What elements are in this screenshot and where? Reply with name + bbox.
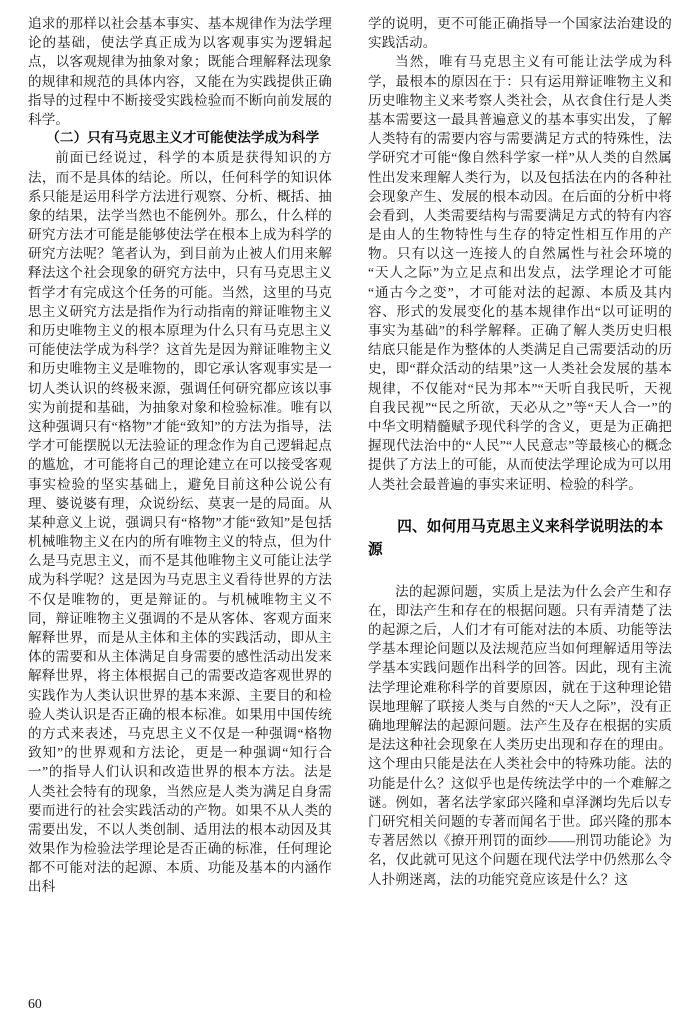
paragraph-continued-top-left: 追求的那样以社会基本事实、基本规律作为法学理论的基础，使法学真正成为以客观事实为逻辑起点，以客观规律为抽象对象；既能合理解释法现象的规律和规范的具体内容，又能在为实践提供正确指导的过程中不断接受实践检验而不断向前发展的科学。 — [28, 16, 332, 127]
paragraph-right-body-one: 当然，唯有马克思主义有可能让法学成为科学，最根本的原因在于：只有运用辩证唯物主义和历史唯物主义来考察人类社会，从衣食住行是人类基本需要这一最具普遍意义的基本事实出发，了解人类特有的需要内容与需要满足方式的特殊性，法学研究才可能“像自然科学家一样”从人类的自然属性出发来理解人类行为，以及包括法在内的各种社会现象产生、发展的根本动因。在后面的分析中将会看到，人类需要结构与需要满足方式的特有内容是由人的生物特性与生存的特定性相互作用的产物。只有以这一连接人的自然属性与社会环境的“天人之际”为立足点和出发点，法学理论才可能“通古今之变”，才可能对法的起源、本质及其内容、形式的发展变化的基本规律作出“以可证明的事实为基础”的科学解释。正确了解人类历史归根结底只能是作为整体的人类满足自己需要活动的历史，即“群众活动的结果”这一人类社会发展的基本规律，不仅能对“民为邦本”“天听自我民听，天视自我民视”“民之所欲，天必从之”等“天人合一”的中华文明精髓赋予现代科学的含义，更是为正确把握现代法治中的“人民”“人民意志”等最核心的概念提供了方法上的可能，从而使法学理论成为可以用人类社会最普遍的事实来证明、检验的科学。 — [368, 54, 672, 492]
paragraph-right-body-two: 法的起源问题，实质上是法为什么会产生和存在，即法产生和存在的根据问题。只有弄清楚了法的起源之后，人们才有可能对法的本质、功能等法学基本理论问题以及法规范应当如何理解适用等法学基本实践问题作出科学的回答。因此，现有主流法学理论难称科学的首要原因，就在于这种理论错误地理解了联接人类与自然的“天人之际”，没有正确地理解法的起源问题。法产生及存在根据的实质是法这种社会现象在人类历史出现和存在的理由。这个理由只能是法在人类社会中的特殊功能。法的功能是什么？这似乎也是传统法学中的一个难解之谜。例如，著名法学家邱兴隆和卓泽渊均先后以专门研究相关问题的专著而闻名于世。邱兴隆的那本专著居然以《撩开刑罚的面纱——刑罚功能论》为名，仅此就可见这个问题在现代法学中仍然那么令人扑朔迷离，法的功能究竟应该是什么？这 — [368, 583, 672, 887]
two-column-body — [28, 14, 673, 989]
page-number: 60 — [28, 996, 42, 1011]
left-column — [28, 14, 332, 897]
paragraph-left-body: 前面已经说过，科学的本质是获得知识的方法，而不是具体的结论。所以，任何科学的知识体系只能是运用科学方法进行观察、分析、概括、抽象的结果，法学当然也不能例外。那么，什么样的研究方法才可能是能够使法学在根本上成为科学的研究方法呢？笔者认为，到目前为止被人们用来解释法这个社会现象的研究方法中，只有马克思主义哲学才有完成这个任务的可能。当然，这里的马克思主义研究方法是指作为行动指南的辩证唯物主义和历史唯物主义的根本原理为什么只有马克思主义可能使法学成为科学？这首先是因为辩证唯物主义和历史唯物主义是唯物的，即它承认客观事实是一切人类认识的终极来源，强调任何研究都应该以事实为前提和基础，为抽象对象和检验标准。唯有以这种强调只有“格物”才能“致知”的方法为指导，法学才可能摆脱以无法验证的理念作为自己逻辑起点的尴尬，才可能将自己的理论建立在可以接受客观事实检验的坚实基础上，避免目前这种公说公有理、婆说婆有理，众说纷纭、莫衷一是的局面。从某种意义上说，强调只有“格物”才能“致知”是包括机械唯物主义在内的所有唯物主义的特点，但为什么是马克思主义，而不是其他唯物主义可能让法学成为科学呢？这是因为马克思主义看待世界的方法不仅是唯物的，更是辩证的。与机械唯物主义不同，辩证唯物主义强调的不是从客体、客观方面来解释世界，而是从主体和主体的实践活动，即从主体的需要和从主体满足自身需要的感性活动出发来解释世界，将主体根据自己的需要改造客观世界的实践作为人类认识世界的基本来源、主要目的和检验人类认识是否正确的根本标准。如果用中国传统的方式来表述，马克思主义不仅是一种强调“格物致知”的世界观和方法论，更是一种强调“知行合一”的指导人们认识和改造世界的根本方法。法是人类社会特有的现象，当然应是人类为满足自身需要而进行的社会实践活动的产物。如果不从人类的需要出发，不以人类创制、适用法的根本动因及其效果作为检验法学理论是否正确的标准，任何理论都不可能对法的起源、本质、功能及基本的内涵作出科 — [28, 150, 332, 895]
heading-spacer-above — [368, 494, 672, 515]
subsection-heading-two: （二）只有马克思主义才可能使法学成为科学 — [46, 130, 320, 147]
right-column — [368, 14, 672, 889]
paragraph-continued-top-right: 学的说明，更不可能正确指导一个国家法治建设的实践活动。 — [368, 16, 672, 51]
heading-spacer-below — [368, 562, 672, 582]
section-heading-four: 四、如何用马克思主义来科学说明法的本源 — [368, 517, 664, 559]
